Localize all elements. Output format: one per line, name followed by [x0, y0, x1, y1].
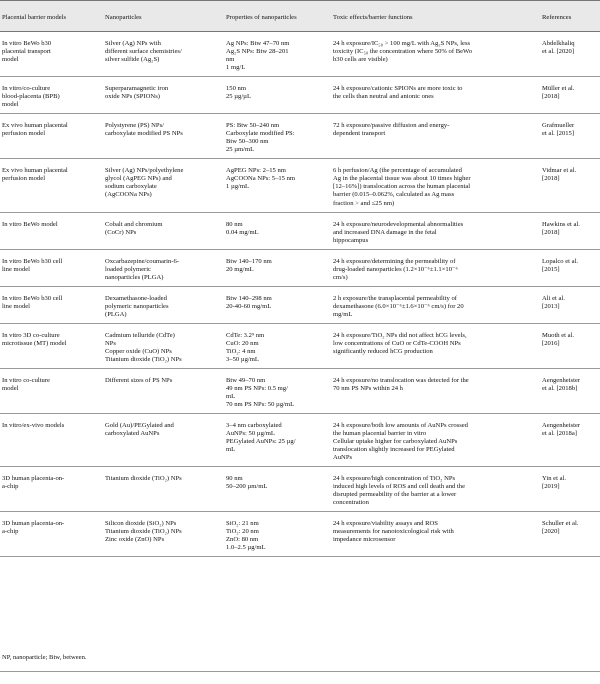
cell-line: carboxylated AuNPs [105, 430, 160, 438]
cell-line: Abdelkhaliq [542, 40, 575, 48]
cell-properties [224, 77, 331, 114]
cell-line: Ex vivo human placental [2, 167, 68, 175]
header-references: References [540, 1, 600, 32]
cell-line: Yin et al. [542, 475, 566, 483]
cell-line: [2020] [542, 528, 560, 536]
cell-line: In vitro co-culture [2, 376, 50, 384]
cell-line: ZnO: 80 nm [226, 536, 259, 544]
cell-line: 24 h exposure/cationic SPIONs are more toxic to [333, 85, 463, 93]
cell-line: (AgCOONa NPs) [105, 191, 152, 199]
cell-line: nanoparticles (PLGA) [105, 273, 164, 281]
cell-line: Zinc oxide (ZnO) NPs [105, 536, 165, 544]
cell-line: 3–50 µg/mL [226, 355, 259, 363]
table-row [0, 467, 600, 512]
cell-toxic-effects [331, 286, 540, 323]
cell-line: 24 h exposure/IC₅₀ > 100 mg/L with Ag₂S NPs, less [333, 40, 471, 48]
header-nanoparticles: Nanoparticles [103, 1, 224, 32]
header-placental-barrier-models: Placental barrier models [0, 1, 103, 32]
header-toxic-effects: Toxic effects/barrier functions [331, 1, 540, 32]
cell-line: Schuller et al. [542, 520, 579, 528]
cell-reference [540, 512, 600, 557]
cell-line: 80 nm [226, 220, 243, 228]
cell-line: Titanium dioxide (TiO₂) NPs [105, 475, 182, 483]
cell-reference [540, 114, 600, 159]
cell-toxic-effects [331, 32, 540, 77]
cell-line: 25 µm/mL [226, 146, 255, 154]
cell-line: silver sulfide (Ag₂S) [105, 56, 160, 64]
cell-reference [540, 32, 600, 77]
cell-nanoparticles [103, 114, 224, 159]
cell-line: Dexamethasone-loaded [105, 294, 167, 302]
cell-line: low concentrations of CuO or CdTe-COOH NPs [333, 339, 461, 347]
cell-line: toxicity (IC₅₀ the concentration where 50% of BeWo [333, 48, 473, 56]
cell-reference [540, 414, 600, 467]
cell-toxic-effects [331, 159, 540, 212]
cell-line: microtissue (MT) model [2, 339, 67, 347]
cell-line: model [2, 56, 19, 64]
cell-line: barrier (0.015–0.062%, calculated as Ag mass [333, 191, 455, 199]
cell-line: 49 nm PS NPs: 0.5 mg/ [226, 384, 288, 392]
cell-line: 20-40-60 mg/mL [226, 302, 272, 310]
cell-placental-model [0, 212, 103, 249]
cell-line: line model [2, 265, 31, 273]
cell-line: 70 nm PS NPs within 24 h [333, 384, 403, 392]
cell-line: carboxylate modified PS NPs [105, 130, 183, 138]
cell-line: [2018] [542, 228, 560, 236]
cell-line: [2015] [542, 265, 560, 273]
cell-line: (CoCr) NPs [105, 228, 137, 236]
cell-line: In vitro BeWo b30 cell [2, 257, 63, 265]
cell-line: [2016] [542, 339, 560, 347]
cell-toxic-effects [331, 467, 540, 512]
cell-line: 70 nm PS NPs: 50 µg/mL [226, 401, 295, 409]
cell-line: SiO₂: 21 nm [226, 520, 259, 528]
cell-line: and increased DNA damage in the fetal [333, 228, 437, 236]
cell-line: 150 nm [226, 85, 246, 93]
cell-properties [224, 159, 331, 212]
cell-nanoparticles [103, 323, 224, 368]
cell-toxic-effects [331, 249, 540, 286]
cell-toxic-effects [331, 512, 540, 557]
table-row [0, 249, 600, 286]
table-row [0, 32, 600, 77]
cell-nanoparticles [103, 368, 224, 413]
cell-line: [2013] [542, 302, 560, 310]
cell-line: et al. [2018b] [542, 384, 578, 392]
cell-line: 90 nm [226, 475, 243, 483]
cell-line: cm/s) [333, 273, 348, 281]
cell-reference [540, 212, 600, 249]
cell-line: Btw 50–300 nm [226, 138, 269, 146]
table-row [0, 77, 600, 114]
cell-line: Aengenheister [542, 422, 581, 430]
cell-properties [224, 114, 331, 159]
cell-line: 1.0–2.5 µg/mL [226, 544, 266, 552]
cell-line: dependent transport [333, 130, 386, 138]
cell-properties [224, 249, 331, 286]
cell-line: disrupted permeability of the barrier at a lower [333, 491, 457, 499]
header-properties: Properties of nanoparticles [224, 1, 331, 32]
cell-line: Different sizes of PS NPs [105, 376, 173, 384]
cell-placental-model [0, 159, 103, 212]
cell-line: Carboxylate modified PS: [226, 130, 295, 138]
table-row [0, 159, 600, 212]
cell-line: mL [226, 446, 236, 454]
cell-nanoparticles [103, 159, 224, 212]
cell-line: PS: Btw 50–240 nm [226, 122, 280, 130]
cell-properties [224, 414, 331, 467]
cell-line: Titanium dioxide (TiO₂) NPs [105, 355, 182, 363]
cell-placental-model [0, 77, 103, 114]
cell-line: In vitro 3D co-culture [2, 331, 60, 339]
cell-nanoparticles [103, 249, 224, 286]
cell-placental-model [0, 323, 103, 368]
cell-line: 24 h exposure/neurodevelopmental abnormalities [333, 220, 464, 228]
cell-line: Copper oxide (CuO) NPs [105, 347, 172, 355]
cell-line: the cells than neutral and anionic ones [333, 93, 434, 101]
cell-line: measurements for nanotoxicological risk with [333, 528, 454, 536]
cell-line: Hawkins et al. [542, 220, 580, 228]
cell-line: glycol (AgPEG NPs) and [105, 175, 172, 183]
cell-placental-model [0, 286, 103, 323]
cell-line: a-chip [2, 528, 19, 536]
cell-line: 1 mg/L [226, 64, 246, 72]
cell-line: a-chip [2, 483, 19, 491]
cell-line: AgPEG NPs: 2–15 nm [226, 167, 286, 175]
cell-line: et al. [2018a] [542, 430, 577, 438]
cell-line: different surface chemistries/ [105, 48, 182, 56]
cell-line: 3D human placenta-on- [2, 475, 65, 483]
cell-line: Silver (Ag) NPs with [105, 40, 161, 48]
table-row [0, 212, 600, 249]
cell-properties [224, 32, 331, 77]
cell-toxic-effects [331, 414, 540, 467]
cell-line: Btw 49–70 nm [226, 376, 266, 384]
cell-line: [12–16%]) translocation across the human placental [333, 183, 471, 191]
cell-line: blood-placenta (BPB) [2, 93, 60, 101]
cell-line: 1 µg/mL [226, 183, 250, 191]
cell-line: et al. [2020] [542, 48, 575, 56]
cell-nanoparticles [103, 286, 224, 323]
cell-placental-model [0, 249, 103, 286]
cell-line: 2 h exposure/the transplacental permeability of [333, 294, 457, 302]
cell-placental-model [0, 368, 103, 413]
cell-line: Vidmar et al. [542, 167, 577, 175]
cell-line: Silicon dioxide (SiO₂) NPs [105, 520, 177, 528]
cell-line: oxide NPs (SPIONs) [105, 93, 160, 101]
bottom-rule [0, 671, 600, 672]
cell-line: Grafmueller [542, 122, 575, 130]
table-row [0, 114, 600, 159]
table-row [0, 414, 600, 467]
cell-line: (PLGA) [105, 310, 127, 318]
cell-line: sodium carboxylate [105, 183, 157, 191]
cell-reference [540, 249, 600, 286]
cell-line: In vitro/ex-vivo models [2, 422, 65, 430]
cell-toxic-effects [331, 323, 540, 368]
cell-line: the human placental barrier in vitro [333, 430, 427, 438]
cell-line: Ag in the placental tissue was about 10 times higher [333, 175, 471, 183]
table-row [0, 323, 600, 368]
cell-placental-model [0, 32, 103, 77]
cell-line: Ag₂S NPs: Btw 28–201 [226, 48, 289, 56]
cell-line: model [2, 384, 19, 392]
cell-properties [224, 323, 331, 368]
cell-line: Ag NPs: Btw 47–70 nm [226, 40, 290, 48]
cell-line: drug-loaded nanoparticles (1.2×10⁻⁶±1.1×10⁻⁶ [333, 265, 458, 273]
cell-line: 3–4 nm carboxylated [226, 422, 282, 430]
cell-line: hippocampus [333, 236, 369, 244]
cell-toxic-effects [331, 212, 540, 249]
cell-line: Silver (Ag) NPs/polyethylene [105, 167, 184, 175]
cell-line: TiO₂: 4 nm [226, 347, 256, 355]
cell-reference [540, 323, 600, 368]
cell-line: [2018] [542, 93, 560, 101]
cell-line: 50–200 µm/mL [226, 483, 268, 491]
table-footnote: NP, nanoparticle; Btw, between. [2, 654, 87, 661]
cell-reference [540, 286, 600, 323]
cell-placental-model [0, 414, 103, 467]
cell-line: Cadmium telluride (CdTe) [105, 331, 175, 339]
cell-line: 24 h exposure/TiO₂ NPs did not affect hCG levels, [333, 331, 467, 339]
cell-line: fraction > and ≤25 nm) [333, 199, 395, 207]
cell-line: b30 cells are visible) [333, 56, 388, 64]
cell-line: [2019] [542, 483, 560, 491]
cell-properties [224, 368, 331, 413]
cell-placental-model [0, 512, 103, 557]
cell-line: Ali et al. [542, 294, 565, 302]
cell-line: Cobalt and chromium [105, 220, 163, 228]
cell-line: translocation slightly increased for PEGylated [333, 446, 455, 454]
cell-line: perfusion model [2, 130, 46, 138]
cell-line: 24 h exposure/no translocation was detected for the [333, 376, 469, 384]
cell-toxic-effects [331, 114, 540, 159]
cell-line: Lopalco et al. [542, 257, 579, 265]
cell-nanoparticles [103, 414, 224, 467]
cell-line: 72 h exposure/passive diffusion and energy- [333, 122, 450, 130]
cell-line: model [2, 101, 19, 109]
table-row [0, 286, 600, 323]
cell-line: Ex vivo human placental [2, 122, 68, 130]
cell-properties [224, 286, 331, 323]
cell-line: impedance microsensor [333, 536, 396, 544]
cell-line: induced high levels of ROS and cell death and the [333, 483, 466, 491]
cell-line: Cellular uptake higher for carboxylated AuNPs [333, 438, 458, 446]
cell-line: Superparamagnetic iron [105, 85, 169, 93]
cell-properties [224, 212, 331, 249]
cell-line: Titanium dioxide (TiO₂) NPs [105, 528, 182, 536]
cell-line: PEGylated AuNPs: 25 µg/ [226, 438, 296, 446]
cell-reference [540, 159, 600, 212]
cell-line: Müller et al. [542, 85, 575, 93]
cell-reference [540, 467, 600, 512]
cell-line: 6 h perfusion/Ag (the percentage of accumulated [333, 167, 462, 175]
cell-line: AgCOONa NPs: 5–15 nm [226, 175, 296, 183]
cell-toxic-effects [331, 368, 540, 413]
cell-line: mL [226, 393, 236, 400]
cell-line: 24 h exposure/high concentration of TiO₂ NPs [333, 475, 456, 483]
cell-line: Polystyrene (PS) NPs/ [105, 122, 164, 130]
cell-line: In vitro BeWo model [2, 220, 58, 228]
cell-line: 25 µg/µL [226, 93, 251, 101]
cell-line: [2018] [542, 175, 560, 183]
cell-reference [540, 77, 600, 114]
cell-line: line model [2, 302, 31, 310]
cell-line: polymeric nanoparticles [105, 302, 169, 310]
cell-line: Muoth et al. [542, 331, 575, 339]
table-row [0, 512, 600, 557]
cell-line: loaded polymeric [105, 265, 151, 273]
cell-line: Gold (Au)/PEGylated and [105, 422, 174, 430]
cell-line: 0.04 mg/mL [226, 228, 259, 236]
cell-placental-model [0, 467, 103, 512]
cell-line: concentration [333, 499, 369, 507]
cell-line: placental transport [2, 48, 51, 56]
cell-line: Btw 140–298 nm [226, 294, 272, 302]
cell-line: In vitro BeWo b30 [2, 40, 52, 48]
cell-line: nm [226, 56, 235, 64]
cell-line: In vitro BeWo b30 cell [2, 294, 63, 302]
cell-line: perfusion model [2, 175, 46, 183]
cell-line: dexamethasone (6.0×10⁻⁶±1.6×10⁻⁶ cm/s) for 20 [333, 302, 464, 310]
cell-line: AuNPs: 50 µg/mL [226, 430, 275, 438]
cell-line: 24 h exposure/viability assays and ROS [333, 520, 438, 528]
cell-line: TiO₂: 20 nm [226, 528, 259, 536]
cell-line: NPs [105, 339, 116, 347]
cell-nanoparticles [103, 212, 224, 249]
cell-line: 20 mg/mL [226, 265, 254, 273]
cell-line: mg/mL [333, 310, 353, 318]
cell-nanoparticles [103, 512, 224, 557]
cell-line: Btw 140–170 nm [226, 257, 272, 265]
cell-line: CdTe: 3.2⁹ nm [226, 331, 265, 339]
table-header-row [0, 1, 600, 32]
cell-properties [224, 467, 331, 512]
cell-line: Aengenheister [542, 376, 581, 384]
cell-toxic-effects [331, 77, 540, 114]
cell-nanoparticles [103, 467, 224, 512]
cell-line: 3D human placenta-on- [2, 520, 65, 528]
cell-line: 24 h exposure/both low amounts of AuNPs crossed [333, 422, 468, 430]
cell-nanoparticles [103, 32, 224, 77]
cell-line: In vitro/co-culture [2, 85, 51, 93]
cell-properties [224, 512, 331, 557]
table-row [0, 368, 600, 413]
cell-line: et al. [2015] [542, 130, 575, 138]
cell-line: significantly reduced hCG production [333, 347, 433, 355]
cell-reference [540, 368, 600, 413]
cell-placental-model [0, 114, 103, 159]
cell-line: AuNPs [333, 454, 353, 462]
cell-nanoparticles [103, 77, 224, 114]
cell-line: 24 h exposure/determining the permeability of [333, 257, 456, 265]
cell-line: Oxcarbazepine/coumarin-6- [105, 257, 179, 265]
cell-line: CuO: 20 nm [226, 339, 259, 347]
